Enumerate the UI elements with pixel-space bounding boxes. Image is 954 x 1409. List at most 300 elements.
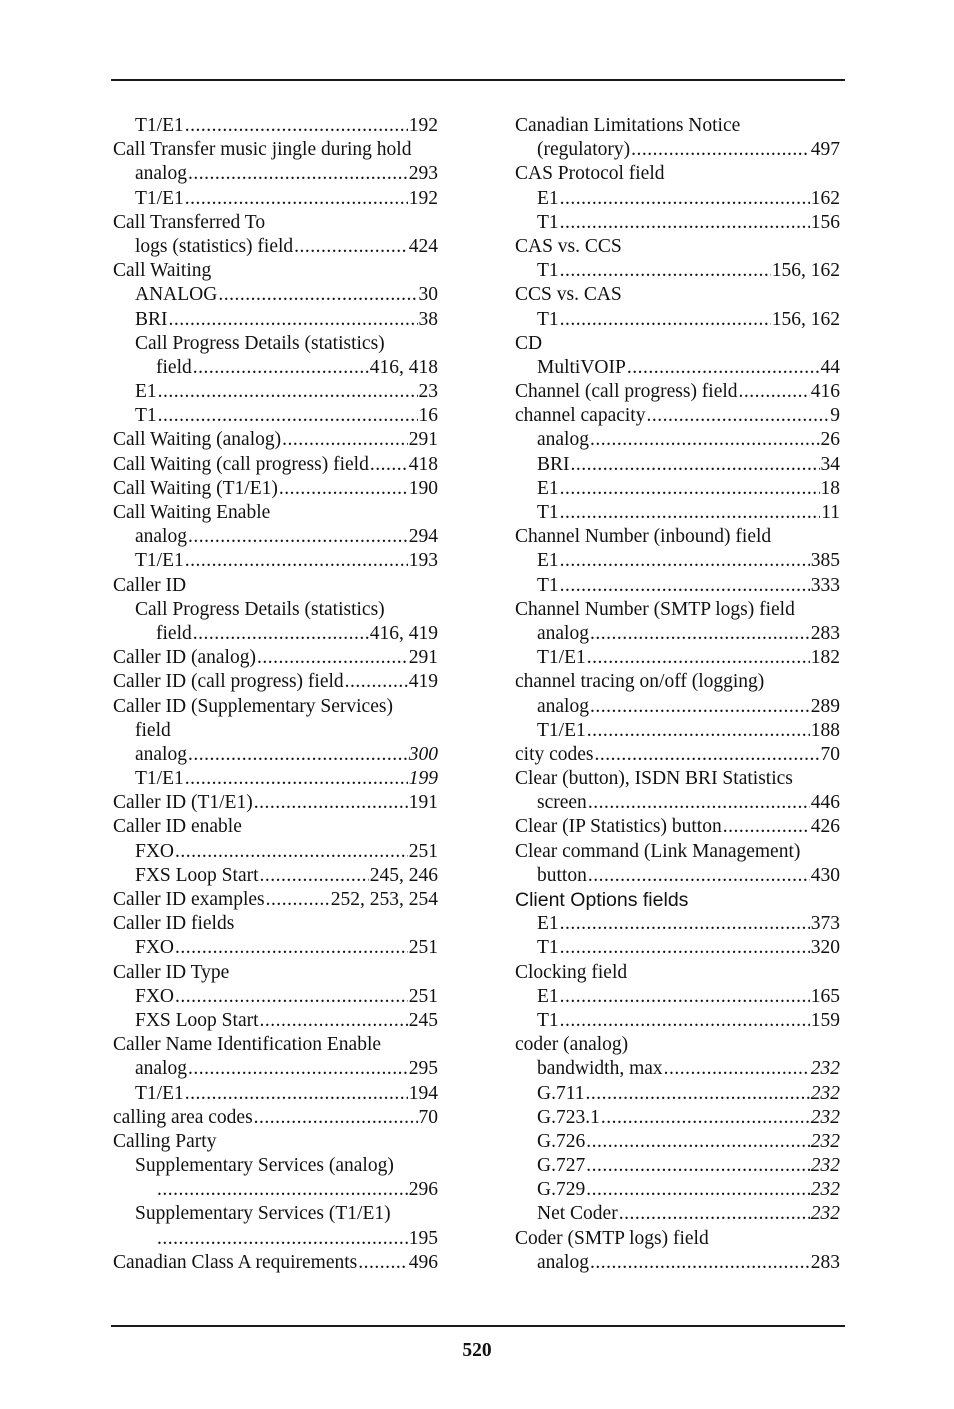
index-entry [111,162,438,186]
page-reference[interactable]: 70 [820,743,840,765]
index-entry [513,1057,840,1081]
index-entry [111,428,438,452]
index-entry [111,1178,438,1202]
dot-leader [175,936,408,960]
page-reference[interactable]: 333 [810,574,840,596]
index-entry [513,695,840,719]
index-entry [513,453,840,477]
index-entry [513,1130,840,1154]
index-entry [111,791,438,815]
page-reference[interactable]: 424 [408,235,438,257]
dot-leader [560,912,810,936]
index-term: Caller ID (call progress) field [113,671,344,693]
index-entry [111,380,438,404]
index-term: analog [537,429,589,451]
dot-leader [345,670,408,694]
index-term: channel tracing on/off (logging) [515,671,765,693]
index-term: Caller ID Type [113,961,230,983]
page-reference[interactable]: 245, 246 [369,864,438,886]
index-term: T1 [135,405,157,427]
index-column-right [513,114,840,1275]
index-entry [111,840,438,864]
index-entry [111,308,438,332]
index-term: screen [537,792,587,814]
page-reference[interactable]: 44 [820,356,840,378]
index-entry [513,767,840,791]
index-entry [513,864,840,888]
dot-leader [590,695,810,719]
index-term: T1/E1 [135,187,184,209]
index-entry [111,670,438,694]
index-term: G.729 [537,1179,586,1201]
page-reference[interactable]: 232 [810,1058,840,1080]
index-entry [111,864,438,888]
page-reference[interactable]: 416, 418 [369,356,438,378]
index-entry [513,138,840,162]
index-term: E1 [537,913,559,935]
dot-leader [193,622,369,646]
index-term: Clocking field [515,961,628,983]
page-reference[interactable]: 182 [810,647,840,669]
dot-leader [282,428,408,452]
page-reference[interactable]: 251 [408,937,438,959]
page-reference[interactable]: 156 [810,211,840,233]
dot-leader [587,719,810,743]
page-reference[interactable]: 23 [418,381,438,403]
page-reference[interactable]: 26 [820,429,840,451]
dot-leader [595,743,820,767]
index-entry [111,888,438,912]
dot-leader [370,453,408,477]
index-entry [513,622,840,646]
index-term: Clear (IP Statistics) button [515,816,722,838]
index-term: Caller ID (Supplementary Services) [113,695,393,717]
dot-leader [358,1251,408,1275]
index-entry [111,356,438,380]
index-term: Caller ID (T1/E1) [113,792,253,814]
index-entry [513,404,840,428]
dot-leader [627,356,820,380]
dot-leader [586,1154,810,1178]
index-term: Caller ID (analog) [113,647,256,669]
dot-leader [590,1251,810,1275]
page-reference[interactable]: 251 [408,840,438,862]
page-reference[interactable]: 34 [820,453,840,475]
dot-leader [723,815,810,839]
index-term: field [156,356,192,378]
dot-leader [188,1057,408,1081]
page-reference[interactable]: 373 [810,913,840,935]
index-entry [513,525,840,549]
index-entry [513,598,840,622]
index-entry [513,1082,840,1106]
index-entry [513,840,840,864]
page-reference[interactable]: 30 [418,284,438,306]
dot-leader [158,380,418,404]
index-term: Channel Number (inbound) field [515,526,772,548]
index-column-left [111,114,438,1275]
dot-leader [588,791,810,815]
index-term: T1/E1 [537,647,586,669]
dot-leader [560,259,771,283]
page-reference[interactable]: 289 [810,695,840,717]
index-term: analog [537,695,589,717]
dot-leader [185,114,408,138]
index-term: E1 [537,550,559,572]
index-entry [513,259,840,283]
page-reference[interactable]: 446 [810,792,840,814]
index-entry [111,138,438,162]
page-reference[interactable]: 188 [810,719,840,741]
index-term: bandwidth, max [537,1058,663,1080]
index-term: BRI [537,453,570,475]
index-entry [513,187,840,211]
index-term: T1/E1 [537,719,586,741]
index-term: Caller ID enable [113,816,242,838]
dot-leader [560,985,810,1009]
page-reference[interactable]: 416, 419 [369,622,438,644]
index-entry [513,380,840,404]
page-reference[interactable]: 232 [810,1106,840,1128]
index-term: Client Options fields [515,889,689,911]
index-term: logs (statistics) field [135,235,294,257]
index-term: T1 [537,260,559,282]
index-entry [513,912,840,936]
page-reference[interactable]: 232 [810,1155,840,1177]
index-term: FXO [135,985,175,1007]
page-reference[interactable]: 16 [418,405,438,427]
dot-leader [590,428,820,452]
index-entry [111,1130,438,1154]
index-term: Canadian Limitations Notice [515,115,741,136]
page-reference[interactable]: 192 [408,115,438,136]
page-reference[interactable]: 18 [820,477,840,499]
index-entry [111,549,438,573]
page-reference[interactable]: 251 [408,985,438,1007]
index-term: Calling Party [113,1130,217,1152]
page-reference[interactable]: 419 [408,671,438,693]
index-entry [111,912,438,936]
index-entry [111,477,438,501]
page-reference[interactable]: 232 [810,1179,840,1201]
page-reference[interactable]: 291 [408,429,438,451]
index-term: T1 [537,308,559,330]
index-entry [513,1009,840,1033]
index-term: T1 [537,1009,559,1031]
index-entry [111,404,438,428]
index-term: CD [515,332,543,354]
dot-leader [157,1227,408,1251]
index-entry [111,815,438,839]
index-entry [111,283,438,307]
index-entry [111,767,438,791]
index-entry [513,815,840,839]
index-term: Call Waiting (analog) [113,429,282,451]
index-term: G.711 [537,1082,585,1104]
dot-leader [560,501,821,525]
page-reference[interactable]: 283 [810,1251,840,1273]
index-term: Canadian Class A requirements [113,1251,358,1273]
dot-leader [188,743,408,767]
index-term: Supplementary Services (T1/E1) [135,1203,391,1225]
index-entry [513,549,840,573]
index-entry [513,1251,840,1275]
index-term: Call Waiting [113,260,212,282]
index-entry [111,961,438,985]
page-reference[interactable]: 165 [810,985,840,1007]
page-reference[interactable]: 293 [408,163,438,185]
index-term: T1/E1 [135,550,184,572]
dot-leader [587,646,810,670]
page-reference[interactable]: 232 [810,1203,840,1225]
dot-leader [585,1082,809,1106]
index-term: E1 [537,187,559,209]
dot-leader [560,574,810,598]
page-reference[interactable]: 294 [408,526,438,548]
index-term: T1 [537,574,559,596]
dot-leader [631,138,810,162]
page-reference[interactable]: 194 [408,1082,438,1104]
dot-leader [193,356,369,380]
index-entry [513,1033,840,1057]
dot-leader [560,1009,810,1033]
page-reference[interactable]: 195 [408,1227,438,1249]
page-reference[interactable]: 416 [810,381,840,403]
index-term: button [537,864,587,886]
dot-leader [279,477,408,501]
page-reference[interactable]: 320 [810,937,840,959]
dot-leader [560,187,810,211]
footer-rule [111,1325,845,1327]
index-entry [111,1202,438,1226]
index-entry [513,646,840,670]
index-entry [111,574,438,598]
index-entry [111,1009,438,1033]
index-term: Caller ID fields [113,913,235,935]
index-entry [513,283,840,307]
dot-leader [571,453,820,477]
page-reference[interactable]: 232 [810,1130,840,1152]
page-reference[interactable]: 430 [810,864,840,886]
dot-leader [266,888,330,912]
index-term: field [135,719,171,741]
page-reference[interactable]: 70 [418,1106,438,1128]
index-entry [513,888,840,912]
index-term: Supplementary Services (analog) [135,1155,394,1177]
index-term: CAS vs. CCS [515,235,622,257]
index-term: city codes [515,743,594,765]
page-number: 520 [462,1340,492,1361]
index-term: Call Waiting (T1/E1) [113,477,278,499]
page-reference[interactable]: 9 [830,405,840,427]
index-entry [513,1154,840,1178]
dot-leader [185,187,408,211]
page-reference[interactable]: 159 [810,1009,840,1031]
dot-leader [560,936,810,960]
index-term: G.723.1 [537,1106,600,1128]
index-entry [111,743,438,767]
index-entry [111,695,438,719]
index-entry [111,1106,438,1130]
index-entry [513,936,840,960]
index-entry [513,428,840,452]
index-entry [111,598,438,622]
index-entry [111,622,438,646]
index-entry [111,646,438,670]
index-entry [111,985,438,1009]
index-entry [513,501,840,525]
index-entry [513,114,840,138]
index-term: analog [135,743,187,765]
index-entry [111,1227,438,1251]
dot-leader [560,477,820,501]
index-entry [111,1082,438,1106]
index-term: G.727 [537,1155,586,1177]
page-reference[interactable]: 38 [418,308,438,330]
dot-leader [664,1057,810,1081]
index-term: FXS Loop Start [135,1009,259,1031]
page-reference[interactable]: 295 [408,1058,438,1080]
dot-leader [619,1202,810,1226]
page-reference[interactable]: 296 [408,1179,438,1201]
index-entry [111,1251,438,1275]
index-term: FXO [135,840,175,862]
index-entry [111,1033,438,1057]
index-term: Net Coder [537,1203,618,1225]
dot-leader [175,840,408,864]
dot-leader [175,985,408,1009]
page-reference[interactable]: 193 [408,550,438,572]
dot-leader [601,1106,810,1130]
page-reference[interactable]: 232 [810,1082,840,1104]
index-term: field [156,622,192,644]
index-term: Channel Number (SMTP logs) field [515,598,795,620]
index-term: T1/E1 [135,768,184,790]
index-term: Call Transfer music jingle during hold [113,139,412,161]
index-entry [513,162,840,186]
index-entry [111,1154,438,1178]
index-term: Caller ID examples [113,889,265,910]
index-term: analog [537,1251,589,1273]
dot-leader [586,1178,810,1202]
page-reference[interactable]: 283 [810,622,840,644]
index-term: Caller Name Identification Enable [113,1034,382,1056]
index-term: E1 [537,477,559,499]
index-entry [513,1202,840,1226]
index-term: analog [135,1058,187,1080]
index-term: Call Progress Details (statistics) [135,332,385,354]
dot-leader [185,767,408,791]
page-reference[interactable]: 162 [810,187,840,209]
index-entry [513,356,840,380]
page-reference[interactable]: 385 [810,550,840,572]
header-rule [111,79,845,81]
index-entry [111,501,438,525]
index-entry [513,719,840,743]
index-entry [111,1057,438,1081]
page-reference[interactable]: 300 [408,743,438,765]
page-reference[interactable]: 496 [408,1251,438,1273]
index-term: E1 [135,381,157,403]
index-entry [513,235,840,259]
index-term: analog [537,622,589,644]
index-term: T1 [537,937,559,959]
index-term: Call Waiting Enable [113,502,271,523]
page-reference[interactable]: 156, 162 [771,260,840,282]
dot-leader [588,864,810,888]
dot-leader [188,162,408,186]
page-reference[interactable]: 245 [408,1009,438,1031]
index-entry [513,985,840,1009]
dot-leader [169,308,418,332]
index-entry [111,114,438,138]
index-term: calling area codes [113,1106,253,1128]
page-reference[interactable]: 191 [408,792,438,814]
index-term: (regulatory) [537,139,631,161]
index-term: BRI [135,308,168,330]
dot-leader [560,308,771,332]
index-term: MultiVOIP [537,356,626,378]
dot-leader [257,646,408,670]
index-term: Caller ID [113,574,187,596]
dot-leader [158,404,418,428]
dot-leader [254,1106,418,1130]
dot-leader [157,1178,408,1202]
page-reference[interactable]: 418 [408,453,438,475]
index-term: CAS Protocol field [515,163,665,185]
dot-leader [586,1130,810,1154]
page-reference[interactable]: 11 [821,502,840,523]
page-reference[interactable]: 497 [810,139,840,161]
index-term: analog [135,163,187,185]
index-entry [513,1106,840,1130]
dot-leader [560,211,810,235]
index-entry [513,308,840,332]
index-entry [513,1178,840,1202]
index-term: T1/E1 [135,115,184,136]
page-reference[interactable]: 190 [408,477,438,499]
dot-leader [294,235,408,259]
index-entry [111,235,438,259]
page-reference[interactable]: 252, 253, 254 [330,889,438,910]
page-reference[interactable]: 156, 162 [771,308,840,330]
index-term: channel capacity [515,405,646,427]
page-reference[interactable]: 199 [408,768,438,790]
index-term: Channel (call progress) field [515,381,738,403]
index-entry [513,791,840,815]
index-term: Call Transferred To [113,211,266,233]
index-entry [513,574,840,598]
page-reference[interactable]: 192 [408,187,438,209]
index-entry [111,936,438,960]
index-term: analog [135,526,187,548]
index-term: T1 [537,502,559,523]
index-term: Call Waiting (call progress) field [113,453,369,475]
index-entry [513,961,840,985]
dot-leader [560,549,810,573]
dot-leader [260,864,369,888]
index-term: Coder (SMTP logs) field [515,1227,709,1249]
index-term: T1 [537,211,559,233]
index-entry [513,670,840,694]
dot-leader [185,1082,408,1106]
page-reference[interactable]: 291 [408,647,438,669]
index-term: Clear (button), ISDN BRI Statistics [515,768,793,790]
page-reference[interactable]: 426 [810,816,840,838]
index-entry [111,259,438,283]
index-term: G.726 [537,1130,586,1152]
index-term: coder (analog) [515,1034,629,1056]
